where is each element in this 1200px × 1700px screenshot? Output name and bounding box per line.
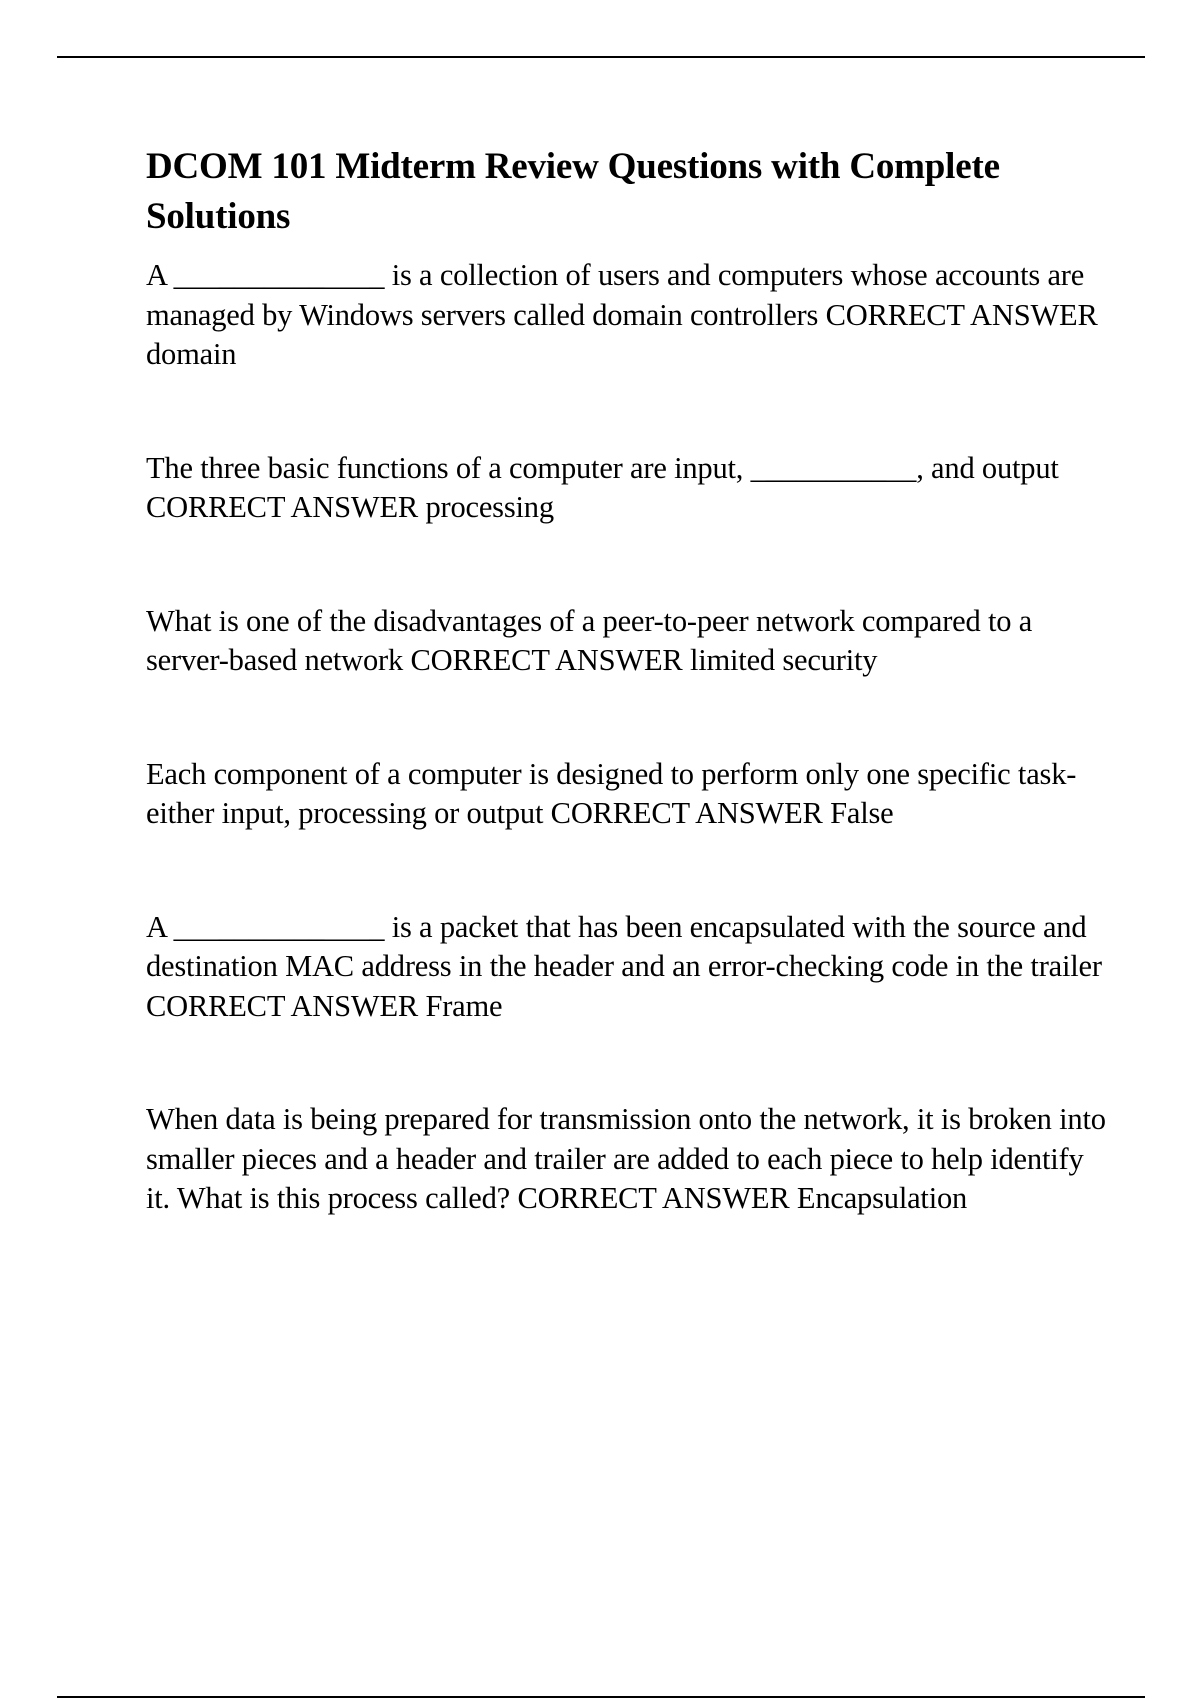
qa-item-encapsulation: When data is being prepared for transmission onto the network, it is broken into smaller pieces and a header and trailer are added to each piece to help identify it. What is this process called? CORRECT ANSWER Encapsulation xyxy=(146,1102,1106,1215)
document-title: DCOM 101 Midterm Review Questions with Complete Solutions xyxy=(146,146,1000,237)
qa-item-peer-to-peer: What is one of the disadvantages of a peer-to-peer network compared to a server-based network CORRECT ANSWER limited security xyxy=(146,603,1033,677)
qa-item-processing: The three basic functions of a computer are input, ___________, and output CORRECT ANSWER processing xyxy=(146,450,1059,524)
qa-item-frame: A ______________ is a packet that has been encapsulated with the source and destination MAC address in the header and an error-checking code in the trailer CORRECT ANSWER Frame xyxy=(146,909,1102,1023)
document-body xyxy=(146,142,1106,1219)
qa-item-component-task: Each component of a computer is designed to perform only one specific task-either input, processing or output CORRECT ANSWER False xyxy=(146,756,1077,830)
qa-item-domain: A ______________ is a collection of users and computers whose accounts are managed by Windows servers called domain controllers CORRECT ANSWER domain xyxy=(146,258,1098,371)
top-divider xyxy=(57,56,1145,58)
bottom-divider xyxy=(57,1696,1145,1698)
